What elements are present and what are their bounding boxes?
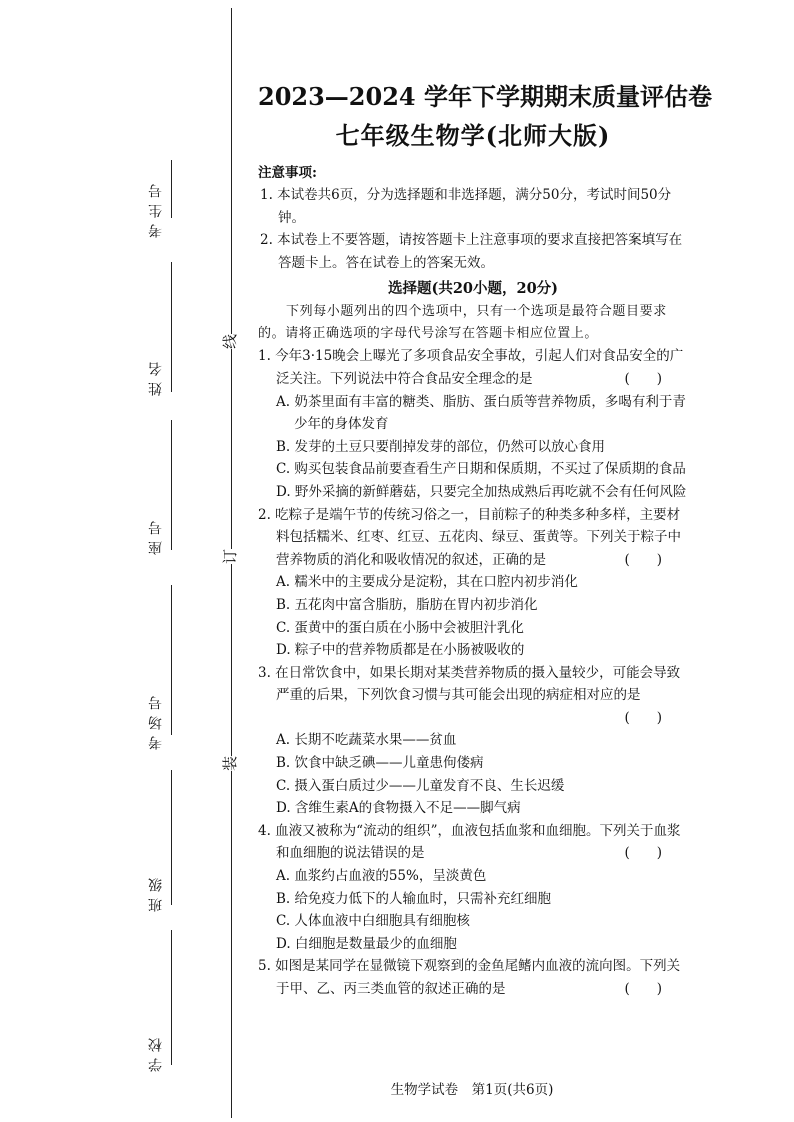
seal-char-mount: 装 <box>218 756 241 771</box>
option-4c: C. 人体血液中白细胞具有细胞核 <box>276 913 470 930</box>
question-stem: 4. 血液又被称为“流动的组织”，血液包括血浆和血细胞。下列关于血浆和血细胞的说法错误的是 <box>258 822 681 862</box>
field-label-school: 学校 <box>148 1032 164 1072</box>
question-2 <box>258 504 688 572</box>
notice-item-2: 2. 本试卷上不要答题，请按答题卡上注意事项的要求直接把答案填写在答题卡上。答在试卷上的答案无效。 <box>260 232 683 271</box>
option-2c: C. 蛋黄中的蛋白质在小肠中会被胆汁乳化 <box>276 619 524 636</box>
question-stem: 3. 在日常饮食中，如果长期对某类营养物质的摄入量较少，可能会导致严重的后果，下列饮食习惯与其可能会出现的病症相对应的是 <box>258 664 681 704</box>
field-line-name <box>171 262 173 392</box>
binding-margin <box>0 0 240 1122</box>
option-4d: D. 白细胞是数量最少的血细胞 <box>276 935 457 952</box>
notice-heading: 注意事项: <box>258 165 317 181</box>
option-2b: B. 五花肉中富含脂肪，脂肪在胃内初步消化 <box>276 596 538 613</box>
option-3d: D. 含维生素A的食物摄入不足——脚气病 <box>276 800 521 817</box>
seal-char-bind: 订 <box>218 549 241 564</box>
field-line-class <box>171 770 173 905</box>
notice-item-1: 1. 本试卷共6页，分为选择题和非选择题，满分50分，考试时间50分钟。 <box>260 187 672 226</box>
question-3 <box>258 662 688 730</box>
option-2d: D. 粽子中的营养物质都是在小肠被吸收的 <box>276 642 525 659</box>
field-line-candidate-number <box>171 160 173 218</box>
option-3b: B. 饮食中缺乏碘——儿童患佝偻病 <box>276 755 484 772</box>
answer-paren: ( ) <box>624 709 662 726</box>
field-label-name: 姓名 <box>148 356 164 396</box>
field-line-school <box>171 930 173 1065</box>
field-label-seat-number: 座号 <box>148 515 164 555</box>
field-line-exam-room <box>171 585 173 735</box>
option-4a: A. 血浆约占血液的55%，呈淡黄色 <box>276 868 487 885</box>
section-instruction: 下列每小题列出的四个选项中，只有一个选项是最符合题目要求的。请将正确选项的字母代号涂写在答题卡相应位置上。 <box>258 304 667 342</box>
option-3a: A. 长期不吃蔬菜水果——贫血 <box>276 732 457 749</box>
exam-subtitle: 七年级生物学(北师大版) <box>335 121 611 150</box>
question-stem: 1. 今年3·15晚会上曝光了多项食品安全事故，引起人们对食品安全的广泛关注。下列说法中符合食品安全理念的是 <box>258 348 684 387</box>
question-1 <box>258 345 688 390</box>
page-footer: 生物学试卷 第1页(共6页) <box>390 1082 554 1098</box>
section-title: 选择题(共20小题，20分) <box>387 280 559 298</box>
seal-char-line: 线 <box>218 334 241 349</box>
question-stem: 2. 吃粽子是端午节的传统习俗之一，目前粽子的种类多种多样，主要材料包括糯米、红枣、红豆、五花肉、绿豆、蛋黄等。下列关于粽子中营养物质的消化和吸收情况的叙述，正确的是 <box>258 506 681 568</box>
exam-content <box>258 78 712 1001</box>
field-label-exam-room: 考场号 <box>148 690 164 750</box>
option-1d: D. 野外采摘的新鲜蘑菇，只要完全加热成熟后再吃就不会有任何风险 <box>276 483 687 500</box>
field-label-candidate-number: 考生号 <box>148 178 164 238</box>
answer-paren: ( ) <box>624 551 662 568</box>
option-4b: B. 给免疫力低下的人输血时，只需补充红细胞 <box>276 890 552 907</box>
option-3c: C. 摄入蛋白质过少——儿童发育不良、生长迟缓 <box>276 777 565 794</box>
option-1b: B. 发芽的土豆只要削掉发芽的部位，仍然可以放心食用 <box>276 438 606 455</box>
question-5 <box>258 955 688 1000</box>
field-line-seat-number <box>171 420 173 550</box>
option-2a: A. 糯米中的主要成分是淀粉，其在口腔内初步消化 <box>276 574 578 591</box>
option-1a: A. 奶茶里面有丰富的糖类、脂肪、蛋白质等营养物质，多喝有利于青少年的身体发育 <box>276 393 686 433</box>
answer-paren: ( ) <box>624 981 662 997</box>
exam-title: 2023—2024 学年下学期期末质量评估卷 <box>258 82 712 111</box>
option-1c: C. 购买包装食品前要查看生产日期和保质期，不买过了保质期的食品 <box>276 461 686 478</box>
question-4 <box>258 820 688 865</box>
field-label-class: 班级 <box>148 872 164 912</box>
answer-paren: ( ) <box>624 370 662 387</box>
question-stem: 5. 如图是某同学在显微镜下观察到的金鱼尾鳍内血液的流向图。下列关于甲、乙、丙三类血管的叙述正确的是 <box>258 958 681 997</box>
answer-paren: ( ) <box>624 845 662 862</box>
